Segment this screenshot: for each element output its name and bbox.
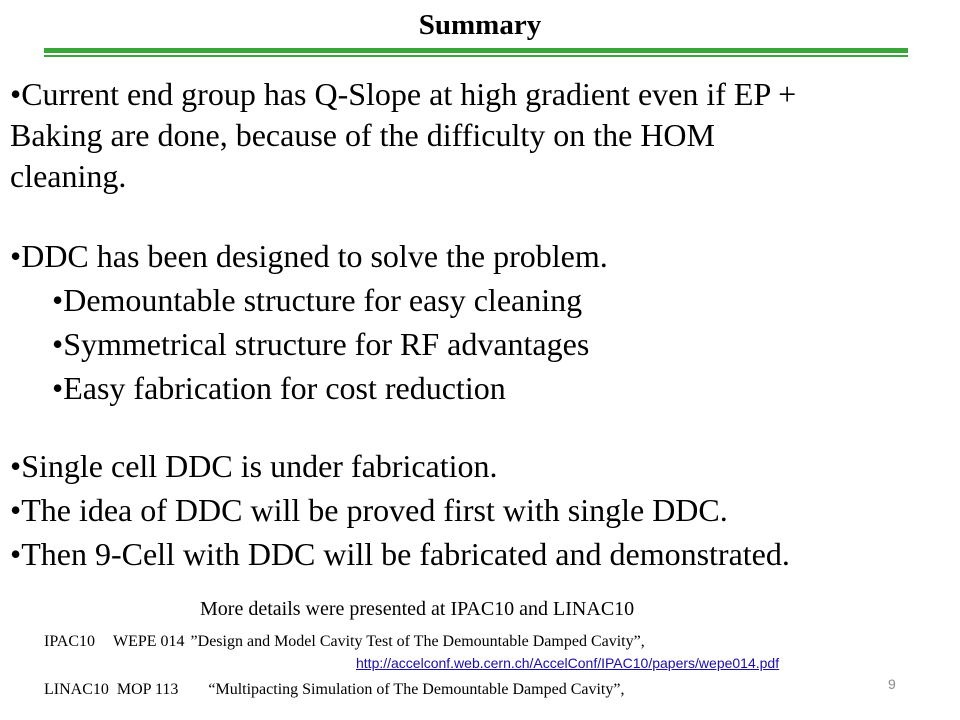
bullet-2-sub-1: •Demountable structure for easy cleaning xyxy=(52,282,583,318)
bullet-3-line-3: •Then 9-Cell with DDC will be fabricated and demonstrated. xyxy=(10,536,790,572)
reference-ipac-link[interactable]: http://accelconf.web.cern.ch/AccelConf/IPAC10/papers/wepe014.pdf xyxy=(356,655,780,671)
bullet-1-line-2: Baking are done, because of the difficulty on the HOM xyxy=(10,117,715,153)
reference-ipac xyxy=(44,632,645,652)
reference-linac-conf: LINAC10 xyxy=(44,681,109,698)
reference-ipac-conf: IPAC10 xyxy=(44,633,95,650)
details-note-text: More details were presented at IPAC10 and LINAC10 xyxy=(200,598,635,620)
bullet-paragraph-1 xyxy=(10,74,940,197)
title-underline-thin xyxy=(44,55,908,57)
bullet-2-sub-2: •Symmetrical structure for RF advantages xyxy=(52,326,590,362)
reference-linac-title: “Multipacting Simulation of The Demountable Damped Cavity”, xyxy=(208,681,625,698)
bullet-2-sub-3: •Easy fabrication for cost reduction xyxy=(52,370,506,406)
bullet-1-line-1: •Current end group has Q-Slope at high gradient even if EP + xyxy=(10,76,797,112)
bullet-2-main: •DDC has been designed to solve the problem. xyxy=(10,238,608,274)
details-note xyxy=(178,597,634,621)
bullet-3-line-1: •Single cell DDC is under fabrication. xyxy=(10,448,498,484)
title-underline-thick xyxy=(44,48,908,53)
bullet-3-line-2: •The idea of DDC will be proved first with single DDC. xyxy=(10,492,728,528)
reference-ipac-title: ”Design and Model Cavity Test of The Demountable Damped Cavity”, xyxy=(190,633,645,650)
reference-linac-code: MOP 113 xyxy=(116,681,179,698)
reference-linac xyxy=(44,680,624,700)
slide-title: Summary xyxy=(418,9,542,41)
reference-ipac-code: WEPE 014 xyxy=(112,633,185,650)
bullet-1-line-3: cleaning. xyxy=(10,158,127,194)
page-number: 9 xyxy=(888,676,896,692)
